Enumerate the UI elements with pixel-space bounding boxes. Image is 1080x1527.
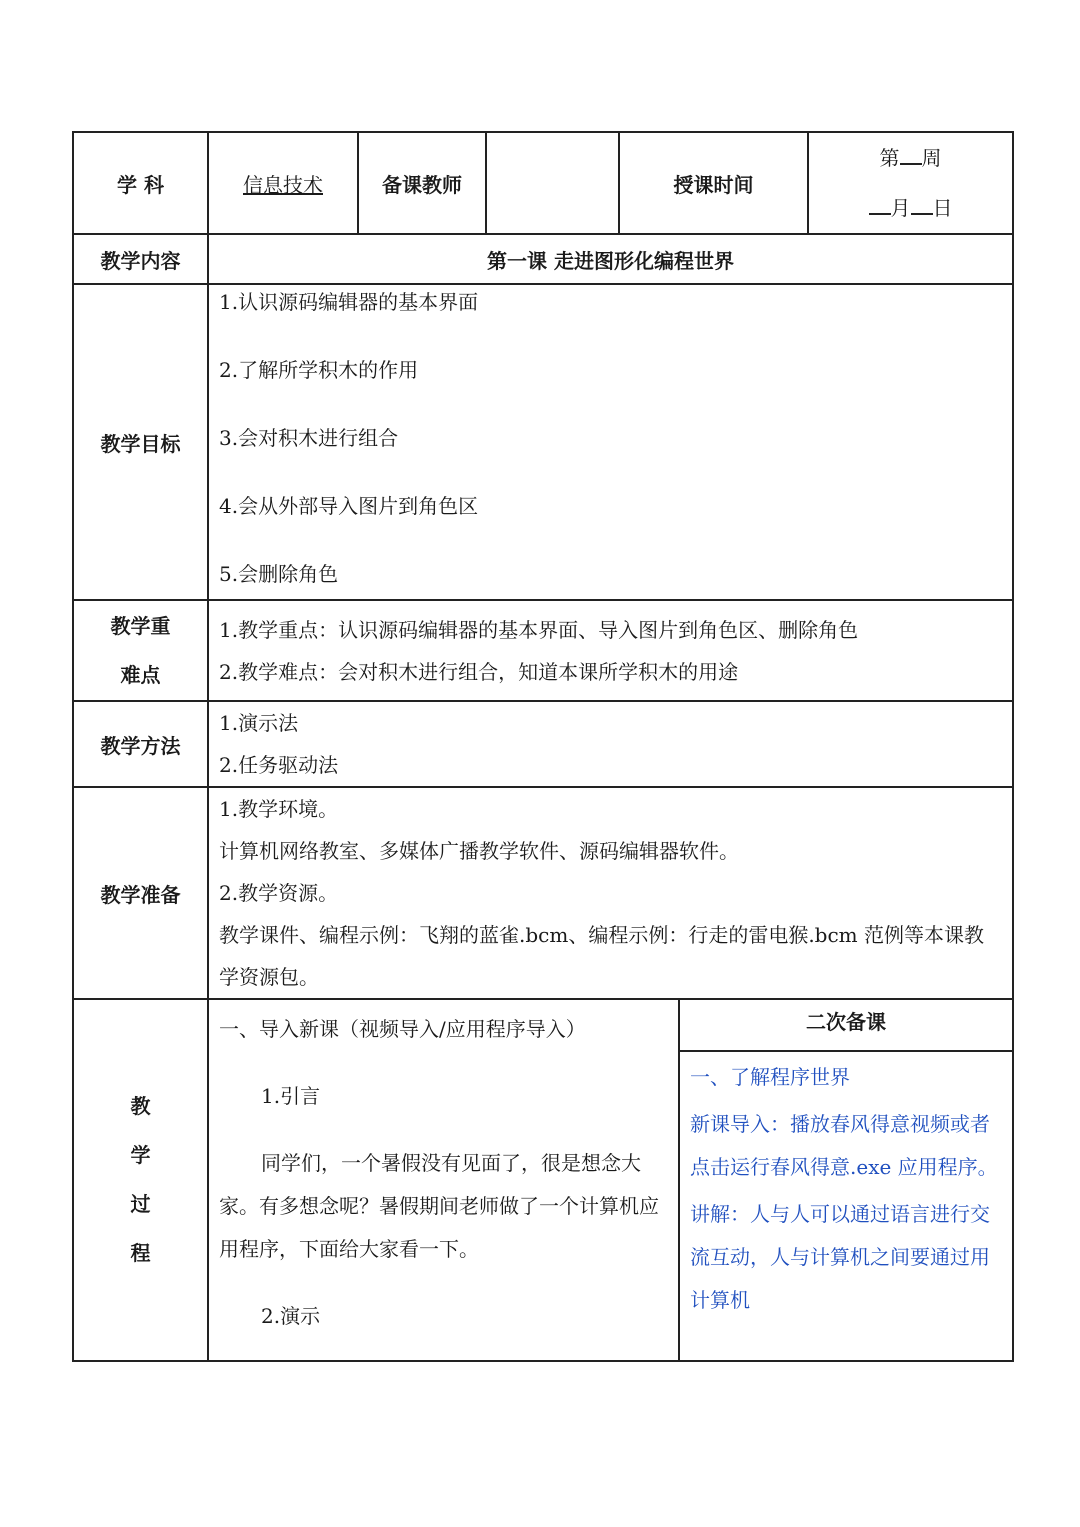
lesson-title: 第一课 走进图形化编程世界 <box>208 234 1013 284</box>
preparation-item: 1.教学环境。 <box>219 797 339 821</box>
second-prep-column <box>679 999 1013 1361</box>
second-prep-title: 一、了解程序世界 <box>690 1065 850 1089</box>
lesson-plan-table <box>72 131 1014 1362</box>
key-point-item: 1.教学重点：认识源码编辑器的基本界面、导入图片到角色区、删除角色 <box>219 617 859 642</box>
subject-label: 学 科 <box>73 132 208 234</box>
objective-item: 2.了解所学积木的作用 <box>219 358 419 382</box>
objective-item: 1.认识源码编辑器的基本界面 <box>219 290 479 314</box>
week-blank[interactable] <box>900 145 922 165</box>
key-points-label: 教学重 难点 <box>73 600 208 701</box>
preparation-item: 计算机网络教室、多媒体广播教学软件、源码编辑器软件。 <box>219 839 739 863</box>
time-value: 第 周 月 日 <box>808 132 1013 234</box>
process-step: 1.引言 <box>261 1084 321 1108</box>
time-label: 授课时间 <box>619 132 808 234</box>
process-paragraph: 同学们，一个暑假没有见面了，很是想念大家。有多想念呢？暑假期间老师做了一个计算机应用程序，下面给大家看一下。 <box>219 1151 659 1261</box>
objective-item: 5.会删除角色 <box>219 562 339 586</box>
content-label: 教学内容 <box>73 234 208 284</box>
objective-item: 4.会从外部导入图片到角色区 <box>219 494 479 518</box>
methods-list <box>208 701 1013 787</box>
method-item: 1.演示法 <box>219 711 299 735</box>
second-prep-note: 新课导入：播放春风得意视频或者点击运行春风得意.exe 应用程序。 <box>690 1112 998 1179</box>
process-label: 教 学 过 程 <box>73 999 208 1361</box>
second-prep-note: 讲解：人与人可以通过语言进行交流互动，人与计算机之间要通过用计算机 <box>690 1202 990 1312</box>
objectives-list <box>208 284 1013 600</box>
lesson-plan <box>72 131 1012 1362</box>
second-prep-header: 二次备课 <box>680 1000 1012 1052</box>
subject-value: 信息技术 <box>243 172 323 197</box>
method-item: 2.任务驱动法 <box>219 753 339 777</box>
process-main <box>208 999 679 1361</box>
objective-item: 3.会对积木进行组合 <box>219 426 399 450</box>
objectives-label: 教学目标 <box>73 284 208 600</box>
preparation-item: 2.教学资源。 <box>219 881 339 905</box>
preparation-list <box>208 787 1013 999</box>
key-point-item: 2.教学难点：会对积木进行组合，知道本课所学积木的用途 <box>219 659 739 684</box>
methods-label: 教学方法 <box>73 701 208 787</box>
process-section-title: 一、导入新课（视频导入/应用程序导入） <box>219 1017 586 1041</box>
preparation-item: 教学课件、编程示例：飞翔的蓝雀.bcm、编程示例：行走的雷电猴.bcm 范例等本课教学资源包。 <box>219 923 985 989</box>
process-step: 2.演示 <box>261 1304 321 1328</box>
teacher-value[interactable] <box>486 132 619 234</box>
preparation-label: 教学准备 <box>73 787 208 999</box>
key-points-list <box>208 600 1013 701</box>
month-blank[interactable] <box>869 195 891 215</box>
teacher-label: 备课教师 <box>358 132 486 234</box>
day-blank[interactable] <box>911 195 933 215</box>
